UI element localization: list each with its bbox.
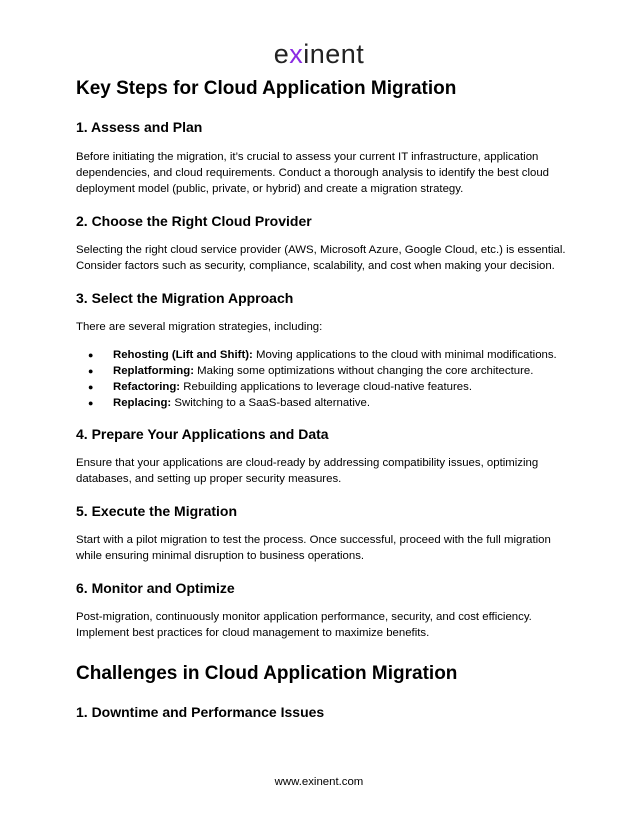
section-body-provider: Selecting the right cloud service provider (AWS, Microsoft Azure, Google Cloud, etc.) is essential. Consider factors such as security, compliance, scalability, and cost when making your decision. [76,244,566,272]
section-body-approach: There are several migration strategies, including: [76,321,323,333]
page-title: Key Steps for Cloud Application Migration [76,78,457,99]
section-heading-execute: 5. Execute the Migration [76,503,238,519]
section-body-execute: Start with a pilot migration to test the process. Once successful, proceed with the full migration while ensuring minimal disruption to business operations. [76,534,551,562]
document-content [76,76,566,722]
section-heading-monitor: 6. Monitor and Optimize [76,580,235,596]
section-body-monitor: Post-migration, continuously monitor application performance, security, and cost efficiency. Implement best practices for cloud management to maximize benefits. [76,611,532,639]
list-item: ● Rehosting (Lift and Shift): Moving applications to the cloud with minimal modifications. [76,347,566,363]
exinent-logo: exinent [273,39,365,69]
section-heading-provider: 2. Choose the Right Cloud Provider [76,213,312,229]
section-body-prepare: Ensure that your applications are cloud-ready by addressing compatibility issues, optimizing databases, and setting up proper security measures. [76,457,539,485]
section-heading-prepare: 4. Prepare Your Applications and Data [76,426,329,442]
challenges-title: Challenges in Cloud Application Migration [76,663,458,684]
list-item: ● Replacing: Switching to a SaaS-based alternative. [76,395,566,411]
section-body-assess: Before initiating the migration, it’s crucial to assess your current IT infrastructure, application dependencies, and cloud requirements. Conduct a thorough analysis to identify the best cloud deployment model (public, private, or hybrid) and create a migration strategy. [76,151,550,195]
list-item: ● Refactoring: Rebuilding applications to leverage cloud-native features. [76,379,566,395]
section-heading-assess: 1. Assess and Plan [76,119,203,135]
section-heading-downtime: 1. Downtime and Performance Issues [76,704,325,720]
list-item: ● Replatforming: Making some optimizations without changing the core architecture. [76,363,566,379]
migration-strategies-list [76,347,566,411]
footer-url: www.exinent.com [274,776,364,788]
logo-accent-letter: x [289,39,304,69]
section-heading-approach: 3. Select the Migration Approach [76,290,294,306]
